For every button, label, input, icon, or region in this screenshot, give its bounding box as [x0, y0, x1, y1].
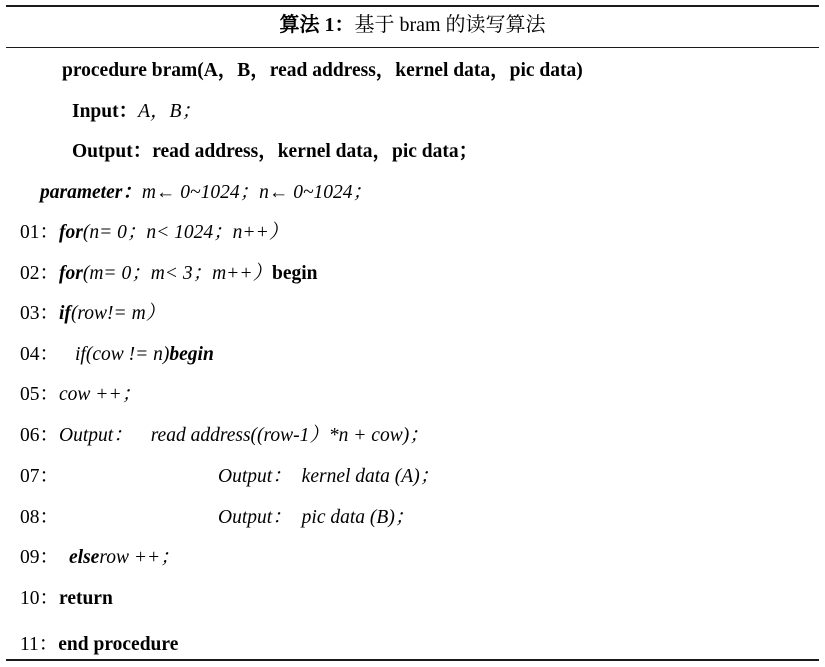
line-number: 01：: [20, 222, 60, 243]
line-number: 10：: [20, 588, 60, 609]
code-line-05: [20, 383, 141, 407]
keyword-return: return: [59, 588, 113, 609]
line-number: 08：: [20, 507, 60, 528]
code-text: kernel data (A)；: [301, 466, 440, 487]
bottom-rule: [6, 659, 819, 661]
code-line-01: [20, 221, 288, 245]
input-label: Input：: [72, 101, 139, 122]
output-keyword: Output：: [59, 425, 133, 446]
output-keyword: Output：: [218, 507, 292, 528]
code-line-08: [20, 506, 59, 530]
line-number: 06：: [20, 425, 60, 446]
code-line-07-content: [218, 465, 439, 489]
code-text: (n= 0；n< 1024；n++）: [82, 222, 289, 243]
input-value: A，B；: [138, 101, 201, 122]
parameter-line: [40, 181, 372, 205]
keyword-for: for: [59, 263, 83, 284]
code-text: cow ++；: [59, 384, 142, 405]
line-number: 07：: [20, 466, 60, 487]
code-line-11: [20, 633, 178, 657]
keyword-end-procedure: end procedure: [58, 634, 179, 655]
code-line-09: [20, 546, 180, 570]
algorithm-title-label: 算法 1：: [279, 14, 355, 36]
keyword-for: for: [59, 222, 83, 243]
code-text: (row!= m）: [70, 303, 166, 324]
line-number: 04：: [20, 344, 60, 365]
procedure-header: procedure bram(A，B，read address，kernel data，pic data): [62, 60, 583, 81]
code-text: (m= 0；m< 3；m++）: [82, 263, 272, 284]
algorithm-title-text: 基于 bram 的读写算法: [354, 14, 546, 36]
code-text: row ++；: [99, 547, 180, 568]
keyword-else: else: [69, 547, 100, 568]
line-number: 11：: [20, 634, 59, 655]
code-text: pic data (B)；: [301, 507, 415, 528]
output-label: Output：: [72, 141, 153, 162]
line-number: 09：: [20, 547, 60, 568]
code-line-06: [20, 424, 429, 448]
keyword-begin: begin: [169, 344, 214, 365]
algorithm-title: [0, 13, 825, 37]
code-line-07: [20, 465, 59, 489]
output-keyword: Output：: [218, 466, 292, 487]
keyword-if: if: [59, 303, 71, 324]
top-rule: [6, 5, 819, 7]
title-rule: [6, 47, 819, 48]
input-line: [72, 100, 201, 124]
parameter-label: parameter：: [40, 182, 142, 203]
keyword-begin: begin: [272, 263, 318, 284]
code-text: if(cow != n): [75, 344, 170, 365]
output-value: read address，kernel data，pic data；: [152, 141, 479, 162]
code-line-10: [20, 587, 113, 611]
code-text: read address((row-1）*n + cow)；: [150, 425, 429, 446]
code-line-03: [20, 302, 165, 326]
line-number: 05：: [20, 384, 60, 405]
code-line-04: [20, 343, 214, 367]
code-line-08-content: [218, 506, 414, 530]
code-line-02: [20, 262, 318, 286]
line-number: 03：: [20, 303, 60, 324]
line-number: 02：: [20, 263, 60, 284]
output-line: [72, 140, 478, 164]
parameter-value: m← 0~1024；n← 0~1024；: [141, 182, 373, 203]
